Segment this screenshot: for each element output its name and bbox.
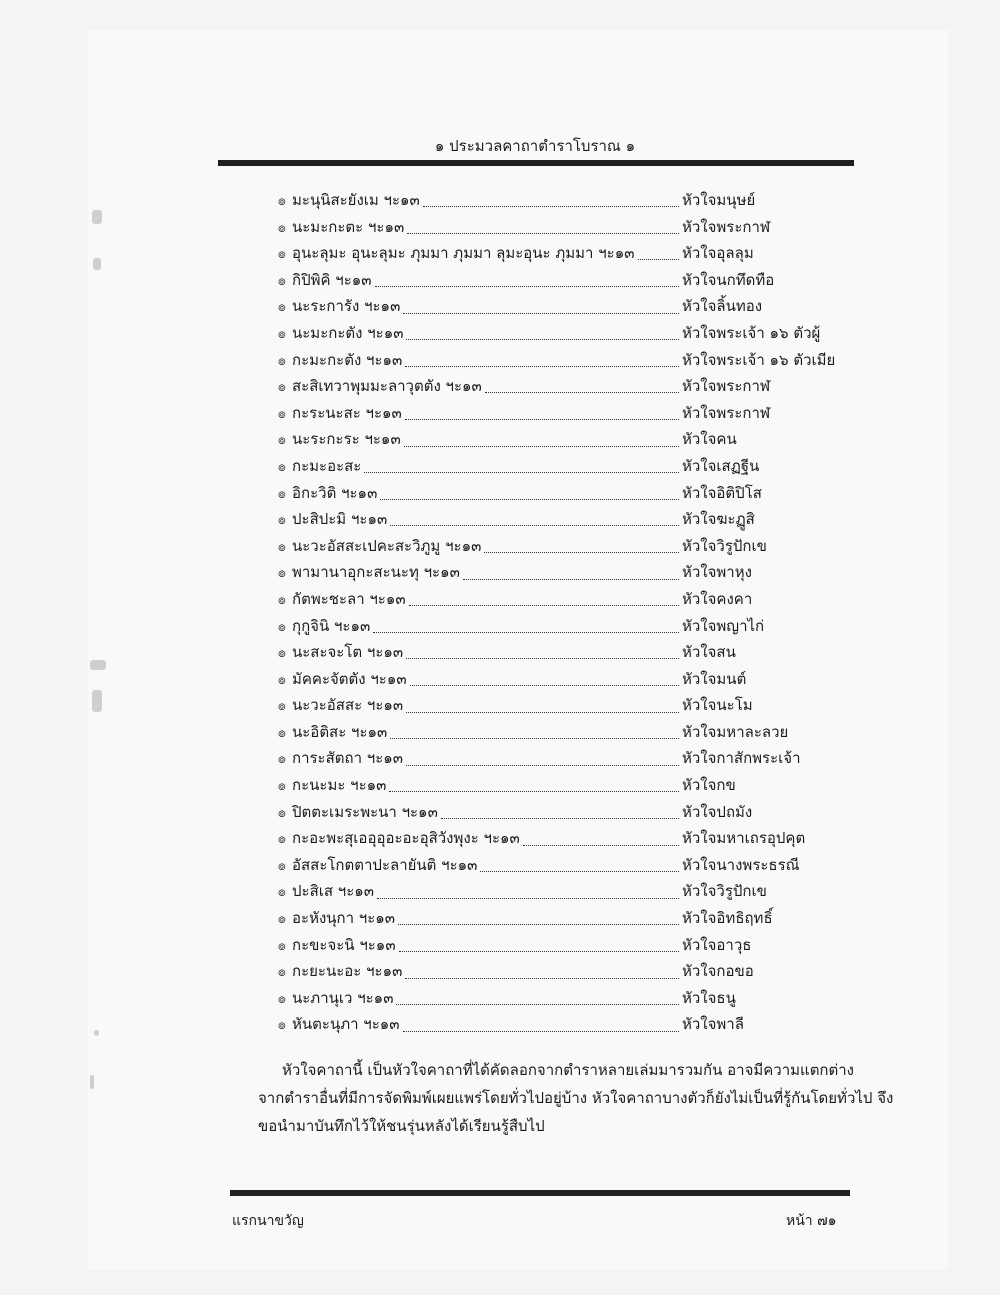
meaning-text: หัวใจมหาเถรอุปคุต: [682, 829, 806, 848]
dot-leader: [406, 338, 679, 340]
list-item: [278, 507, 838, 534]
meaning-text: หัวใจนกทึดทือ: [682, 270, 775, 289]
mantra-text: กะระนะสะ ฯะ๑๓: [292, 403, 402, 422]
dot-leader: [523, 844, 679, 846]
list-item: [278, 401, 838, 428]
mantra-text: มะนุนิสะยังเม ฯะ๑๓: [292, 191, 420, 209]
list-item: [278, 321, 838, 348]
list-item: [278, 746, 838, 773]
bullet-icon: ๏: [278, 406, 286, 422]
mantra-text: อัสสะโกตตาปะลายันติ ฯะ๑๓: [292, 855, 478, 874]
bullet-icon: ๏: [278, 459, 286, 475]
list-item: [278, 374, 838, 401]
bullet-icon: ๏: [278, 513, 286, 529]
list-item: [278, 879, 838, 906]
dot-leader: [403, 1030, 679, 1032]
dot-leader: [390, 737, 679, 739]
meaning-text: หัวใจเสฏฐีน: [682, 456, 760, 475]
mantra-text: นะภานุเว ฯะ๑๓: [292, 988, 394, 1007]
bullet-icon: ๏: [278, 965, 286, 981]
header-rule: [218, 160, 854, 166]
meaning-text: หัวใจลิ้นทอง: [682, 297, 763, 316]
meaning-text: หัวใจพระเจ้า ๑๖ ตัวผู้: [682, 323, 821, 342]
dot-leader: [463, 578, 679, 580]
dot-leader: [407, 232, 679, 234]
bullet-icon: ๏: [278, 832, 286, 848]
bullet-icon: ๏: [278, 353, 286, 369]
bullet-icon: ๏: [278, 300, 286, 316]
meaning-text: หัวใจอุลลุม: [682, 244, 754, 263]
bullet-icon: ๏: [278, 326, 286, 342]
meaning-text: หัวใจกาสักพระเจ้า: [682, 749, 801, 768]
meaning-text: หัวใจพญาไก่: [682, 616, 765, 635]
meaning-text: หัวใจพาลี: [682, 1015, 744, 1034]
list-item: [278, 268, 838, 295]
mantra-text: นะระการัง ฯะ๑๓: [292, 297, 401, 316]
bullet-icon: ๏: [278, 991, 286, 1007]
list-item: [278, 188, 838, 215]
mantra-text: กะนะมะ ฯะ๑๓: [292, 776, 387, 795]
mantra-text: กะขะจะนิ ฯะ๑๓: [292, 935, 396, 954]
bullet-icon: ๏: [278, 220, 286, 236]
mantra-text: กุกูจินิ ฯะ๑๓: [292, 616, 371, 635]
mantra-text: หันตะนุภา ฯะ๑๓: [292, 1015, 400, 1034]
meaning-text: หัวใจอิทธิฤทธิ์: [682, 909, 773, 928]
mantra-text: ปะสิเส ฯะ๑๓: [292, 882, 375, 901]
list-item: [278, 427, 838, 454]
closing-paragraph: [258, 1056, 894, 1140]
mantra-text: อิกะวิติ ฯะ๑๓: [292, 483, 378, 502]
list-item: [278, 215, 838, 242]
mantra-text: นะสะจะโต ฯะ๑๓: [292, 643, 404, 662]
list-item: [278, 454, 838, 481]
bullet-icon: ๏: [278, 858, 286, 874]
mantra-text: ปิตตะเมระพะนา ฯะ๑๓: [292, 802, 438, 821]
meaning-text: หัวใจธนู: [682, 988, 736, 1007]
bullet-icon: ๏: [278, 912, 286, 928]
list-item: [278, 481, 838, 508]
mantra-text: นะวะอัสสะเปคะสะวิภูมู ฯะ๑๓: [292, 536, 482, 555]
dot-leader: [410, 684, 679, 686]
footer-book-title: แรกนาขวัญ: [232, 1213, 304, 1229]
meaning-text: หัวใจมหาละลวย: [682, 722, 789, 741]
scan-mark: [92, 690, 102, 712]
footer-rule: [230, 1190, 850, 1196]
list-item: [278, 959, 838, 986]
dot-leader: [405, 418, 679, 420]
meaning-text: หัวใจกข: [682, 776, 736, 795]
mantra-text: กะยะนะอะ ฯะ๑๓: [292, 962, 403, 981]
dot-leader: [403, 312, 679, 314]
meaning-text: หัวใจมนต์: [682, 669, 747, 688]
bullet-icon: ๏: [278, 672, 286, 688]
meaning-text: หัวใจวิรูปักเข: [682, 882, 767, 901]
bullet-icon: ๏: [278, 539, 286, 555]
meaning-text: หัวใจกอขอ: [682, 962, 754, 981]
bullet-icon: ๏: [278, 433, 286, 449]
bullet-icon: ๏: [278, 725, 286, 741]
dot-leader: [389, 790, 679, 792]
bullet-icon: ๏: [278, 699, 286, 715]
list-item: [278, 348, 838, 375]
dot-leader: [485, 391, 679, 393]
list-item: [278, 773, 838, 800]
meaning-text: หัวใจพาหุง: [682, 563, 752, 582]
list-item: [278, 853, 838, 880]
dot-leader: [396, 1003, 679, 1005]
scan-mark: [90, 660, 106, 670]
dot-leader: [377, 897, 679, 899]
dot-leader: [373, 631, 679, 633]
list-item: [278, 614, 838, 641]
mantra-text: กะมะอะสะ: [292, 456, 362, 475]
dot-leader: [380, 498, 679, 500]
list-item: [278, 640, 838, 667]
dot-leader: [406, 657, 679, 659]
mantra-text: กัตพะชะลา ฯะ๑๓: [292, 589, 406, 608]
meaning-text: หัวใจพระกาฬ: [682, 403, 771, 422]
bullet-icon: ๏: [278, 592, 286, 608]
mantra-text: นะอิติสะ ฯะ๑๓: [292, 722, 388, 741]
mantra-list: [278, 188, 838, 1039]
bullet-icon: ๏: [278, 486, 286, 502]
dot-leader: [405, 365, 679, 367]
footer-page-number: หน้า ๗๑: [786, 1213, 837, 1229]
mantra-text: อุนะลุมะ อุนะลุมะ ภุมมา ภุมมา ลุมะอุนะ ภุมมา ฯะ๑๓: [292, 244, 635, 263]
dot-leader: [484, 551, 679, 553]
meaning-text: หัวใจนางพระธรณี: [682, 855, 800, 874]
mantra-text: กิปิพิคิ ฯะ๑๓: [292, 270, 372, 289]
bullet-icon: ๏: [278, 273, 286, 289]
list-item: [278, 693, 838, 720]
meaning-text: หัวใจนะโม: [682, 696, 753, 715]
list-item: [278, 667, 838, 694]
bullet-icon: ๏: [278, 247, 286, 263]
dot-leader: [441, 817, 679, 819]
meaning-text: หัวใจมนุษย์: [682, 191, 756, 209]
bullet-icon: ๏: [278, 619, 286, 635]
mantra-text: นะวะอัสสะ ฯะ๑๓: [292, 696, 404, 715]
meaning-text: หัวใจพระกาฬ: [682, 217, 771, 236]
list-item: [278, 294, 838, 321]
dot-leader: [375, 285, 679, 287]
scan-mark: [93, 258, 101, 270]
dot-leader: [364, 471, 679, 473]
list-item: [278, 720, 838, 747]
dot-leader: [399, 950, 679, 952]
bullet-icon: ๏: [278, 194, 286, 209]
dot-leader: [405, 977, 679, 979]
scan-mark: [90, 1075, 94, 1089]
list-item: [278, 560, 838, 587]
list-item: [278, 933, 838, 960]
meaning-text: หัวใจฆะฏูสิ: [682, 510, 755, 529]
mantra-text: การะสัตถา ฯะ๑๓: [292, 749, 404, 768]
dot-leader: [390, 524, 679, 526]
dot-leader: [406, 711, 679, 713]
list-item: [278, 587, 838, 614]
dot-leader: [404, 445, 679, 447]
page-header: ๑ ประมวลคาถาตำราโบราณ ๑: [434, 137, 636, 155]
bullet-icon: ๏: [278, 805, 286, 821]
dot-leader: [423, 205, 679, 207]
bullet-icon: ๏: [278, 566, 286, 582]
mantra-text: นะมะกะตัง ฯะ๑๓: [292, 323, 404, 342]
meaning-text: หัวใจพระเจ้า ๑๖ ตัวเมีย: [682, 350, 836, 369]
dot-leader: [480, 870, 679, 872]
list-item: [278, 534, 838, 561]
bullet-icon: ๏: [278, 938, 286, 954]
meaning-text: หัวใจวิรูปักเข: [682, 536, 767, 555]
list-item: [278, 826, 838, 853]
dot-leader: [406, 764, 679, 766]
mantra-text: พามานาอุกะสะนะทุ ฯะ๑๓: [292, 563, 460, 582]
dot-leader: [398, 923, 679, 925]
list-item: [278, 800, 838, 827]
meaning-text: หัวใจอาวุธ: [682, 935, 752, 954]
scan-mark: [94, 1030, 99, 1036]
mantra-text: นะระกะระ ฯะ๑๓: [292, 430, 401, 449]
bullet-icon: ๏: [278, 380, 286, 396]
bullet-icon: ๏: [278, 646, 286, 662]
paragraph-line-3: ขอนำมาบันทึกไว้ให้ชนรุ่นหลังได้เรียนรู้สืบไป: [258, 1117, 545, 1135]
paragraph-line-2: จากตำราอื่นที่มีการจัดพิมพ์เผยแพร่โดยทั่วไปอยู่บ้าง หัวใจคาถาบางตัวก็ยังไม่เป็นที่รู้กันโดยทั่วไป จึง: [258, 1089, 894, 1107]
meaning-text: หัวใจพระกาฬ: [682, 377, 771, 396]
dot-leader: [409, 604, 679, 606]
list-item: [278, 906, 838, 933]
list-item: [278, 1012, 838, 1039]
mantra-text: ปะสิปะมิ ฯะ๑๓: [292, 510, 388, 529]
bullet-icon: ๏: [278, 1018, 286, 1034]
list-item: [278, 241, 838, 268]
paragraph-line-1: หัวใจคาถานี้ เป็นหัวใจคาถาที่ได้คัดลอกจากตำราหลายเล่มมารวมกัน อาจมีความแตกต่าง: [282, 1061, 854, 1079]
mantra-text: กะอะพะสุเออุอุอะอะอุสิวังพุงะ ฯะ๑๓: [292, 829, 520, 848]
list-item: [278, 986, 838, 1013]
meaning-text: หัวใจคงคา: [682, 589, 753, 608]
mantra-text: กะมะกะตัง ฯะ๑๓: [292, 350, 403, 369]
meaning-text: หัวใจคน: [682, 430, 737, 449]
dot-leader: [638, 258, 680, 260]
mantra-text: นะมะกะตะ ฯะ๑๓: [292, 217, 405, 236]
meaning-text: หัวใจปถมัง: [682, 802, 753, 821]
mantra-text: สะสิเทวาพุมมะลาวุตตัง ฯะ๑๓: [292, 377, 482, 396]
bullet-icon: ๏: [278, 779, 286, 795]
meaning-text: หัวใจอิติปิโส: [682, 483, 762, 502]
bullet-icon: ๏: [278, 885, 286, 901]
mantra-text: มัคคะจัตตัง ฯะ๑๓: [292, 669, 407, 688]
meaning-text: หัวใจสน: [682, 643, 736, 662]
mantra-text: อะหังนุกา ฯะ๑๓: [292, 909, 396, 928]
scan-mark: [92, 210, 102, 224]
bullet-icon: ๏: [278, 752, 286, 768]
